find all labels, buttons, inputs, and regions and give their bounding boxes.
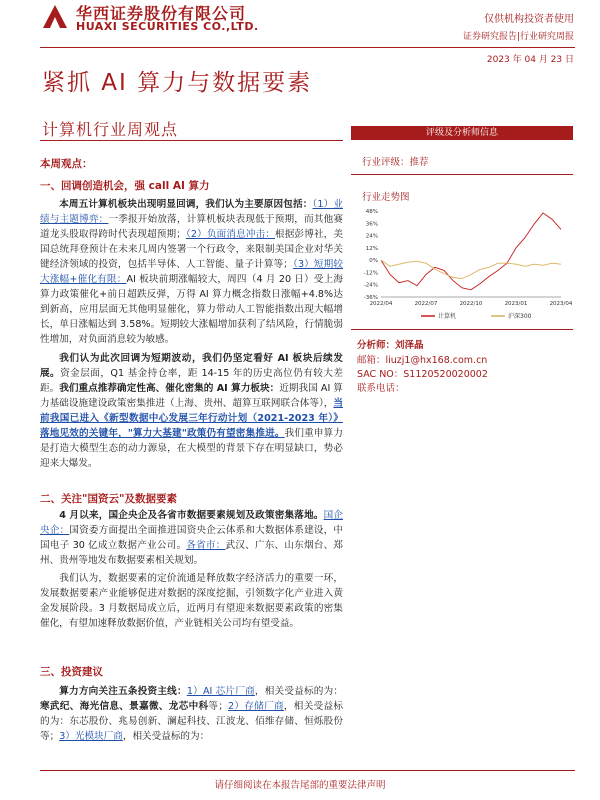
text-run: 4 月以来，国企央企及各省市数据要素规划及政策密集落地。 xyxy=(59,510,324,521)
trend-chart-title: 行业走势图 xyxy=(362,192,410,203)
section2-paragraph2: 我们认为，数据要素的定价流通是释放数字经济活力的重要一环，发展数据要素产业能够促进对数据的深度挖掘，引领数字化产业进入黄金发展阶段。3 月数据局成立后，近两月有望迎来数据要素政策的密集催化，有望加速释放数据价值，产业链相关公司均有望受益。 xyxy=(40,573,343,629)
sidebar-header: 评级及分析师信息 xyxy=(351,126,573,140)
text-run: 近期我国 AI 算力基础设施建设政策密集推进（上海、贵州、超算互联网联合体等）， xyxy=(40,383,343,409)
y-tick-label: 24% xyxy=(365,233,378,240)
x-tick-label: 2022/04 xyxy=(369,301,393,307)
text-run: 国资委方面提出全面推进国资央企云体系和大数据体系建设，中国电子 30 亿成立数据产业公司。 xyxy=(40,525,344,551)
analyst-name: 刘泽晶 xyxy=(395,340,424,351)
section1-heading: 一、回调创造机会，强 call AI 算力 xyxy=(40,180,210,192)
analyst-email[interactable]: 邮箱：liuzj1@hx168.com.cn xyxy=(357,355,488,366)
series-line xyxy=(381,260,561,279)
y-tick-label: 48% xyxy=(365,209,378,215)
chart-legend xyxy=(351,309,573,323)
text-run: 寒武纪、海光信息、景嘉微、龙芯中科 xyxy=(40,701,209,712)
section1-paragraph1 xyxy=(40,197,343,347)
text-run: 根据彭博社，美国总统拜登预计在未来几周内签署一个行政令，来限制美国企业对华关键经济领域的投资，包括半导体、人工智能、量子计算等； xyxy=(40,229,344,270)
report-type: 证券研究报告|行业研究周报 xyxy=(462,32,574,42)
x-tick-label: 2023/04 xyxy=(549,301,573,307)
text-run: 本周五计算机板块出现明显回调，我们认为主要原因包括： xyxy=(59,199,313,210)
analyst-phone: 联系电话： xyxy=(357,383,405,394)
x-tick-label: 2022/07 xyxy=(414,301,438,307)
footer-divider xyxy=(40,770,575,771)
text-run: （2）负面消息冲击： xyxy=(185,229,276,240)
analyst xyxy=(357,337,424,351)
text-run: 当前我国已进入《新型数据中心发展三年行动计划（2021-2023 年）》落地见效的关键年，"算力大基建"政策仍有望密集推进。 xyxy=(40,398,343,439)
company-name-en: HUAXI SECURITIES CO.,LTD. xyxy=(76,20,259,33)
x-tick-label: 2022/10 xyxy=(459,301,483,307)
report-subtitle: 计算机行业周观点 xyxy=(42,120,179,139)
section2-paragraph1 xyxy=(40,508,343,568)
text-run: 2）存储厂商 xyxy=(227,701,284,712)
legend-label: 沪深300 xyxy=(508,313,532,320)
legal-notice: 请仔细阅读在本报告尾部的重要法律声明 xyxy=(214,780,386,791)
section3-heading: 三、投资建议 xyxy=(40,666,103,678)
rating-label: 行业评级： xyxy=(362,157,410,168)
text-run: 算力方向关注五条投资主线： xyxy=(59,686,187,697)
x-tick-label: 2023/01 xyxy=(504,301,528,307)
report-title: 紧抓 AI 算力与数据要素 xyxy=(42,70,313,96)
text-run: （1）业绩与主题博弈： xyxy=(40,199,343,225)
industry-trend-chart xyxy=(351,205,573,323)
header-divider xyxy=(40,47,575,48)
industry-rating xyxy=(362,154,429,168)
company-name-cn: 华西证券股份有限公司 xyxy=(76,4,247,23)
text-run: 我们重申算力是打造大模型生态的动力源泉，在大模型的背景下存在明显缺口，势必迎来大爆发。 xyxy=(40,428,344,469)
section1-paragraph2 xyxy=(40,351,343,471)
chart-lines xyxy=(381,213,561,290)
text-run: 资金层面，Q1 基金持仓率，距 14-15 年的历史高位仍有较大差距。 xyxy=(40,368,344,394)
section3-paragraph1 xyxy=(40,684,343,744)
analyst-sac: SAC NO：S1120520020002 xyxy=(357,369,488,380)
text-run: 等； xyxy=(208,701,228,712)
y-tick-label: 36% xyxy=(365,221,378,228)
section2-heading: 二、关注"国资云"及数据要素 xyxy=(40,493,177,505)
series-line xyxy=(381,213,561,290)
y-tick-label: -36% xyxy=(363,295,378,301)
y-tick-label: 0% xyxy=(369,258,378,265)
text-run: （3）短期较大涨幅+催化有限： xyxy=(40,259,343,285)
y-axis-ticks xyxy=(364,209,378,301)
view-heading: 本周观点： xyxy=(40,158,93,170)
text-run: 我们认为此次回调为短期波动，我们仍坚定看好 AI 板块后续发展。 xyxy=(40,353,343,379)
huaxi-logo xyxy=(40,2,70,30)
report-date: 2023 年 04 月 23 日 xyxy=(486,55,574,65)
text-run: 我们重点推荐确定性高、催化密集的 AI 算力板块： xyxy=(59,383,280,394)
text-run: 各省市： xyxy=(186,540,226,551)
text-run: 3）光模块厂商 xyxy=(59,731,123,742)
text-run: ，相关受益标的为： xyxy=(122,731,210,742)
sidebar-divider xyxy=(351,329,573,330)
y-tick-label: -24% xyxy=(363,282,378,289)
text-run: 1）AI 芯片厂商 xyxy=(186,686,255,697)
y-tick-label: -12% xyxy=(363,270,378,277)
y-tick-label: 12% xyxy=(365,245,378,252)
rating-value: 推荐 xyxy=(409,157,429,168)
subtitle-divider xyxy=(40,140,343,141)
text-run: 武汉、广东、山东烟台、郑州、贵州等地发布数据要素相关规划。 xyxy=(40,540,344,566)
text-run: ，相关受益标的为：东芯股份、兆易创新、澜起科技、江波龙、佰维存储、恒烁股份等； xyxy=(40,701,344,742)
text-run: AI 板块前期涨幅较大，周四（4 月 20 日）受上海算力政策催化+前日超跌反弹，万得 AI 算力概念指数日涨幅+4.8%达到新高，应用层面无其他明显催化，算力带动人工智能指数出现大幅增长，单日涨幅达到 3.58%。短期较大涨幅增加获利了结风险，行情脆弱性增加，对负面消息较为敏感。 xyxy=(40,274,344,345)
text-run: ，相关受益标的为： xyxy=(254,686,344,697)
rating-divider xyxy=(351,174,573,175)
x-axis-ticks xyxy=(370,297,573,307)
text-run: 一季报开始放落，计算机板块表现低于预期，而其他赛道龙头股取得跨时代表现超预期； xyxy=(40,214,344,240)
audience-note: 仅供机构投资者使用 xyxy=(484,14,574,25)
analyst-label: 分析师： xyxy=(357,340,396,351)
legend-label: 计算机 xyxy=(438,313,457,320)
text-run: 国企央企： xyxy=(40,510,344,536)
